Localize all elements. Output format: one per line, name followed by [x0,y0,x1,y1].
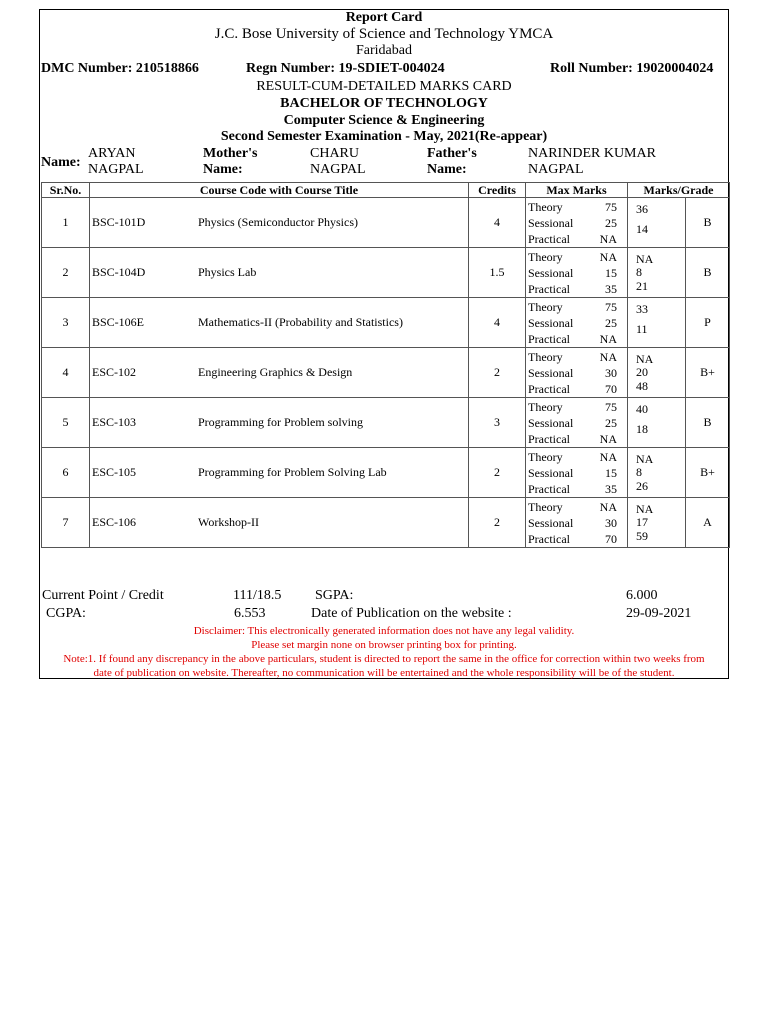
obtained-mark: NA [636,251,654,266]
grade-cell: B [686,398,730,448]
mother-label-line2: Name: [203,162,243,177]
grade-cell: B+ [686,448,730,498]
component-max: 30 [605,515,617,530]
max-marks-cell [526,448,628,498]
father-name [528,146,656,178]
course-cell [90,198,469,248]
course-code: ESC-105 [92,465,137,479]
table-row [42,248,730,298]
component-label: Theory [528,499,563,514]
father-name-line2: NAGPAL [528,162,584,177]
component-label: Practical [528,231,570,246]
sr-no-cell: 1 [42,198,90,248]
component-label: Sessional [528,515,574,530]
current-point-value: 111/18.5 [233,588,282,603]
component-label: Practical [528,331,570,346]
report-card [39,9,729,679]
course-code: ESC-103 [92,415,137,429]
max-marks-line [528,431,617,447]
course-cell [90,348,469,398]
max-marks-cell [526,298,628,348]
component-label: Theory [528,399,563,414]
note-line1: Note:1. If found any discrepancy in the above particulars, student is directed to report the same in the office for correction within two weeks from [63,653,705,665]
max-marks-cell [526,498,628,548]
table-row [42,198,730,248]
grade-cell: B+ [686,348,730,398]
course-title: Engineering Graphics & Design [198,365,353,379]
component-label: Practical [528,431,570,446]
component-max: 75 [605,199,617,214]
student-name-line1: ARYAN [88,146,136,161]
branch: Computer Science & Engineering [283,113,485,128]
max-marks-line [528,331,617,347]
obtained-mark: 40 [636,401,648,416]
roll-value: 19020004024 [636,61,714,76]
max-marks-cell [526,198,628,248]
max-marks-cell [526,398,628,448]
obtained-marks-cell [628,198,686,248]
component-label: Theory [528,249,563,264]
component-max: 15 [605,265,617,280]
disclaimer-line1: Disclaimer: This electronically generated information does not have any legal validity. [193,625,575,637]
university-name: J.C. Bose University of Science and Technology YMCA [214,26,554,42]
max-marks-line [528,481,617,497]
obtained-mark: 48 [636,378,648,393]
grade-cell: B [686,248,730,298]
component-max: NA [599,499,617,514]
component-label: Theory [528,449,563,464]
obtained-mark: 8 [636,265,642,279]
component-max: 35 [605,281,617,296]
max-marks-cell [526,348,628,398]
table-row [42,298,730,348]
course-code: ESC-102 [92,365,137,379]
component-label: Practical [528,481,570,496]
university-city: Faridabad [356,43,412,58]
disclaimer-line2: Please set margin none on browser printing box for printing. [251,639,517,651]
max-marks-cell [526,248,628,298]
mother-name [310,146,366,178]
obtained-marks-cell [628,448,686,498]
obtained-mark: 17 [636,515,648,529]
grade-cell: P [686,298,730,348]
header-credits: Credits [469,183,526,198]
mother-label [203,146,257,178]
course-cell [90,448,469,498]
course-code: ESC-106 [92,515,137,529]
obtained-mark: 8 [636,465,642,479]
max-marks-line [528,265,617,281]
table-row [42,348,730,398]
sgpa-label: SGPA: [315,588,354,603]
dmc-value: 210518866 [135,61,199,76]
course-cell [90,248,469,298]
name-label: Name: [41,155,81,170]
component-max: 70 [605,381,617,396]
course-cell [90,298,469,348]
obtained-mark: NA [636,351,654,366]
credits-cell: 1.5 [469,248,526,298]
component-label: Sessional [528,365,574,380]
marks-table-body [42,198,730,548]
roll-label: Roll Number: [550,61,633,76]
father-label-line2: Name: [427,162,467,177]
obtained-marks-cell [628,248,686,298]
obtained-mark: 20 [636,365,648,379]
course-title: Physics (Semiconductor Physics) [198,215,358,229]
publication-date-value: 29-09-2021 [626,606,692,621]
component-label: Sessional [528,315,574,330]
cgpa-label: CGPA: [46,606,86,621]
component-max: 75 [605,399,617,414]
note-line2: date of publication on website. Thereafter, no communication will be entertained and the whole responsibility will be of the student. [93,667,675,679]
max-marks-line [528,399,617,415]
course-title: Workshop-II [198,515,260,529]
component-label: Sessional [528,265,574,280]
regn-label: Regn Number: [246,61,336,76]
obtained-mark: 14 [636,221,648,236]
max-marks-line [528,249,617,265]
component-label: Theory [528,349,563,364]
course-title: Programming for Problem solving [198,415,363,429]
max-marks-line [528,515,617,531]
table-row [42,498,730,548]
marks-table [41,182,730,548]
credits-cell: 2 [469,498,526,548]
course-code: BSC-101D [92,215,146,229]
course-title: Physics Lab [198,265,257,279]
component-max: 25 [605,415,617,430]
table-header-row [42,183,730,198]
obtained-marks-cell [628,398,686,448]
max-marks-line [528,349,617,365]
component-max: NA [599,249,617,264]
component-max: 70 [605,531,617,546]
page-title: Report Card [345,10,423,25]
credits-cell: 3 [469,398,526,448]
max-marks-line [528,415,617,431]
father-label [427,146,477,178]
header-max-marks: Max Marks [526,183,628,198]
course-cell [90,398,469,448]
exam-title: Second Semester Examination - May, 2021(Re-appear) [220,129,548,144]
header-course: Course Code with Course Title [90,183,469,198]
component-max: NA [599,349,617,364]
credits-cell: 4 [469,298,526,348]
obtained-mark: 33 [636,301,648,316]
table-row [42,448,730,498]
mother-name-line1: CHARU [310,146,360,161]
component-label: Practical [528,531,570,546]
sr-no-cell: 6 [42,448,90,498]
sgpa-value: 6.000 [626,588,658,603]
component-max: NA [599,331,617,346]
sr-no-cell: 4 [42,348,90,398]
component-label: Sessional [528,215,574,230]
mother-name-line2: NAGPAL [310,162,366,177]
grade-cell: B [686,198,730,248]
header-marks-grade: Marks/Grade [628,183,730,198]
obtained-mark: NA [636,501,654,516]
obtained-marks-cell [628,298,686,348]
obtained-mark: 18 [636,421,648,436]
regn-value: 19-SDIET-004024 [338,61,445,76]
mother-label-line1: Mother's [203,146,258,161]
credits-cell: 2 [469,348,526,398]
degree: BACHELOR OF TECHNOLOGY [280,96,488,111]
sr-no-cell: 5 [42,398,90,448]
course-cell [90,498,469,548]
max-marks-line [528,199,617,215]
student-name-line2: NAGPAL [88,162,144,177]
course-code: BSC-106E [92,315,145,329]
component-max: 75 [605,299,617,314]
cgpa-value: 6.553 [234,606,266,621]
sr-no-cell: 7 [42,498,90,548]
student-name [88,146,144,178]
component-max: NA [599,231,617,246]
roll-number [550,61,713,77]
component-label: Theory [528,299,563,314]
max-marks-line [528,281,617,297]
max-marks-line [528,365,617,381]
component-max: NA [599,449,617,464]
component-label: Sessional [528,465,574,480]
max-marks-line [528,381,617,397]
component-max: 25 [605,215,617,230]
component-label: Practical [528,381,570,396]
dmc-label: DMC Number: [41,61,133,76]
publication-date-label: Date of Publication on the website : [311,606,512,621]
component-max: 25 [605,315,617,330]
obtained-mark: 36 [636,201,648,216]
component-label: Practical [528,281,570,296]
credits-cell: 4 [469,198,526,248]
component-label: Sessional [528,415,574,430]
max-marks-line [528,215,617,231]
regn-number [246,61,445,77]
max-marks-line [528,315,617,331]
course-code: BSC-104D [92,265,146,279]
obtained-mark: NA [636,451,654,466]
max-marks-line [528,531,617,547]
max-marks-line [528,499,617,515]
obtained-mark: 11 [636,321,648,336]
max-marks-line [528,231,617,247]
header-sr-no: Sr.No. [42,183,90,198]
father-name-line1: NARINDER KUMAR [528,146,656,161]
course-title: Programming for Problem Solving Lab [198,465,387,479]
obtained-marks-cell [628,498,686,548]
max-marks-line [528,449,617,465]
max-marks-line [528,299,617,315]
obtained-marks-cell [628,348,686,398]
sr-no-cell: 2 [42,248,90,298]
component-max: 35 [605,481,617,496]
father-label-line1: Father's [427,146,477,161]
component-max: 30 [605,365,617,380]
component-label: Theory [528,199,563,214]
card-type: RESULT-CUM-DETAILED MARKS CARD [256,79,512,94]
course-title: Mathematics-II (Probability and Statistics) [198,315,403,329]
obtained-mark: 26 [636,478,648,493]
table-row [42,398,730,448]
credits-cell: 2 [469,448,526,498]
component-max: NA [599,431,617,446]
component-max: 15 [605,465,617,480]
sr-no-cell: 3 [42,298,90,348]
grade-cell: A [686,498,730,548]
obtained-mark: 21 [636,278,648,293]
dmc-number [41,61,199,77]
max-marks-line [528,465,617,481]
current-point-label: Current Point / Credit [42,588,164,603]
obtained-mark: 59 [636,528,648,543]
